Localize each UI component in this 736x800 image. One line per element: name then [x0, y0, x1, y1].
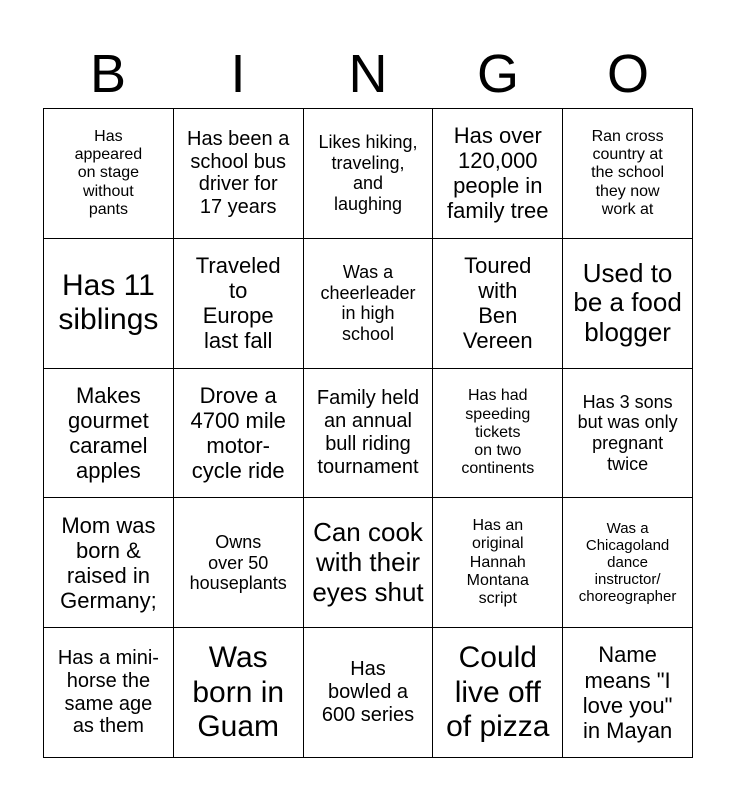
bingo-cell[interactable]: Has a mini- horse the same age as them — [44, 628, 174, 758]
bingo-cell[interactable]: Likes hiking, traveling, and laughing — [304, 109, 434, 239]
bingo-cell[interactable]: Was a cheerleader in high school — [304, 239, 434, 369]
bingo-board — [43, 108, 693, 758]
header-letter-i: I — [230, 44, 246, 104]
bingo-cell[interactable]: Used to be a food blogger — [563, 239, 693, 369]
bingo-cell[interactable]: Makes gourmet caramel apples — [44, 369, 174, 499]
bingo-cell[interactable]: Toured with Ben Vereen — [433, 239, 563, 369]
bingo-cell[interactable]: Has 11 siblings — [44, 239, 174, 369]
header-letter-n: N — [348, 44, 388, 104]
bingo-cell[interactable]: Could live off of pizza — [433, 628, 563, 758]
bingo-cell[interactable]: Traveled to Europe last fall — [174, 239, 304, 369]
bingo-cell[interactable]: Has had speeding tickets on two continents — [433, 369, 563, 499]
bingo-cell[interactable]: Has an original Hannah Montana script — [433, 498, 563, 628]
bingo-cell[interactable]: Drove a 4700 mile motor- cycle ride — [174, 369, 304, 499]
bingo-cell[interactable]: Was a Chicagoland dance instructor/ choreographer — [563, 498, 693, 628]
bingo-cell[interactable]: Has bowled a 600 series — [304, 628, 434, 758]
bingo-cell[interactable]: Ran cross country at the school they now work at — [563, 109, 693, 239]
header-letter-b: B — [89, 44, 127, 104]
bingo-cell[interactable]: Owns over 50 houseplants — [174, 498, 304, 628]
bingo-cell[interactable]: Family held an annual bull riding tournament — [304, 369, 434, 499]
header-letter-o: O — [606, 44, 649, 104]
bingo-cell[interactable]: Mom was born & raised in Germany; — [44, 498, 174, 628]
bingo-cell[interactable]: Has appeared on stage without pants — [44, 109, 174, 239]
bingo-header — [43, 40, 693, 108]
bingo-cell[interactable]: Has been a school bus driver for 17 years — [174, 109, 304, 239]
bingo-cell[interactable]: Has over 120,000 people in family tree — [433, 109, 563, 239]
bingo-cell[interactable]: Name means "I love you" in Mayan — [563, 628, 693, 758]
bingo-cell[interactable]: Can cook with their eyes shut — [304, 498, 434, 628]
bingo-cell[interactable]: Was born in Guam — [174, 628, 304, 758]
bingo-cell[interactable]: Has 3 sons but was only pregnant twice — [563, 369, 693, 499]
header-letter-g: G — [476, 44, 519, 104]
